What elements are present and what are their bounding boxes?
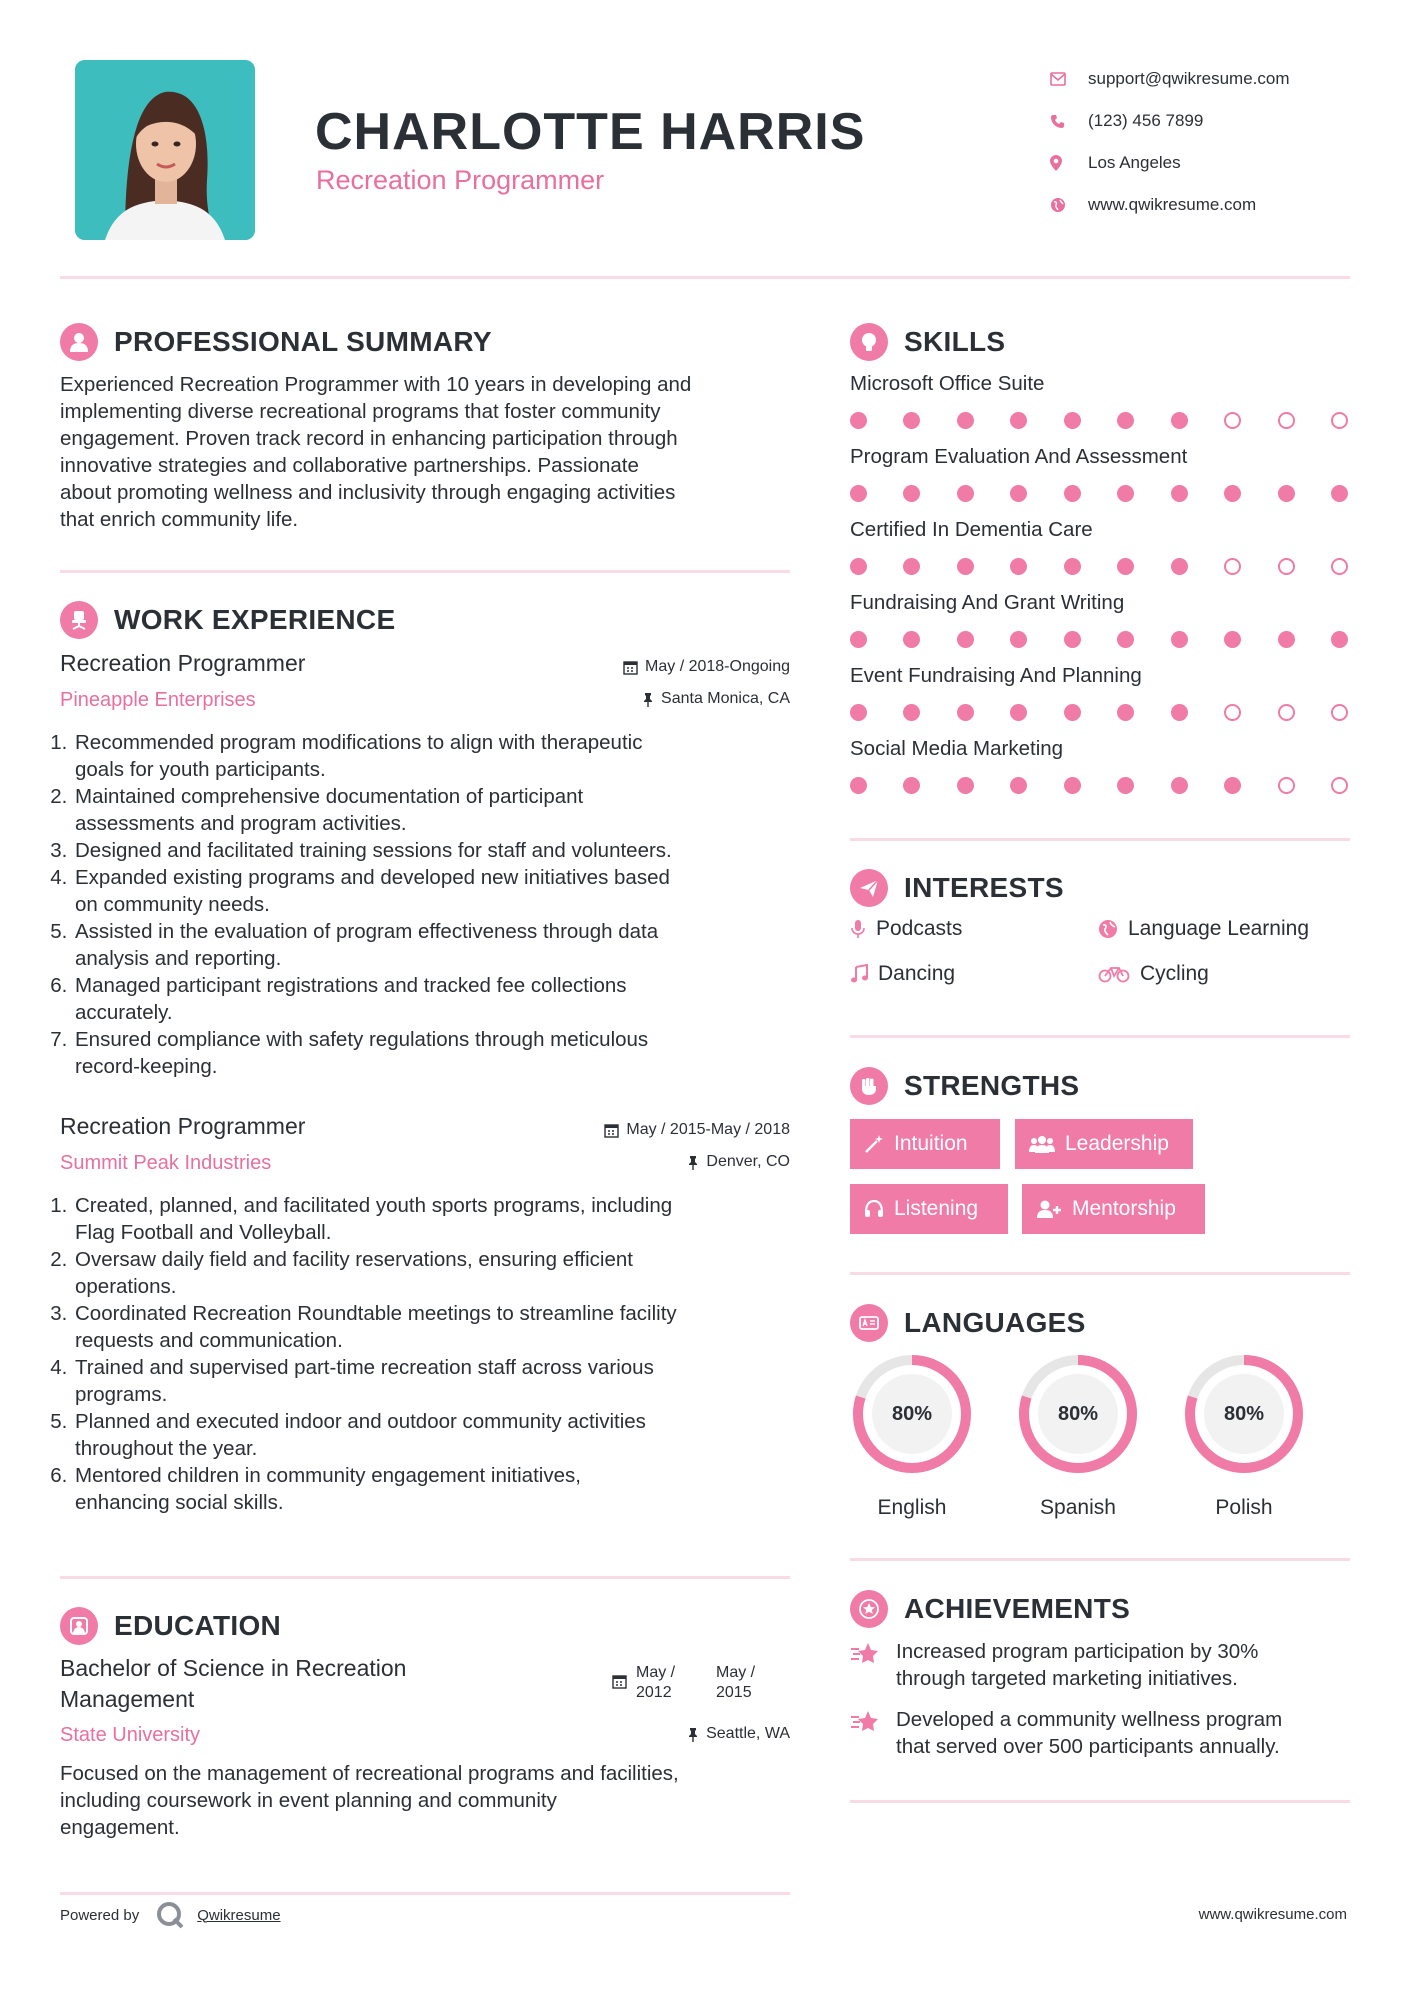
rating-dot-filled [1117,777,1134,794]
rating-dot-filled [1331,631,1348,648]
rating-dot-filled [957,412,974,429]
interest-cycling: Cycling [1098,962,1209,986]
rating-dot-filled [1064,485,1081,502]
rating-dot-filled [1010,777,1027,794]
rating-dot-filled [1224,631,1241,648]
experience-divider [60,1576,790,1579]
rating-dot-filled [850,704,867,721]
summary-divider [60,570,790,573]
rating-dot-filled [1117,704,1134,721]
rating-dot-empty [1278,412,1295,429]
skill-name: Event Fundraising And Planning [850,664,1142,687]
star-badge-icon [850,1590,888,1628]
job-responsibilities [55,1192,800,1516]
rating-dot-filled [850,558,867,575]
qwikresume-logo-icon [155,1900,185,1930]
rating-dot-filled [850,631,867,648]
school-name: State University [60,1724,201,1746]
interests-divider [850,1035,1350,1038]
interest-dancing: Dancing [850,962,955,986]
list-item: 3. Coordinated Recreation Roundtable meetings to streamline facility requests and communication. [73,1300,800,1354]
degree-title: Bachelor of Science in Recreation Management [60,1655,407,1712]
rating-dot-filled [1171,412,1188,429]
job-company: Summit Peak Industries [60,1152,272,1174]
phone-icon [1050,114,1088,129]
rating-dot-filled [903,631,920,648]
user-plus-icon [1036,1199,1062,1219]
pushpin-icon [642,692,654,707]
skill-rating [850,485,1348,502]
language-card-icon [850,1304,888,1342]
microphone-icon [850,919,866,939]
pushpin-icon [687,1727,699,1742]
rating-dot-empty [1224,704,1241,721]
rating-dot-empty [1278,704,1295,721]
rating-dot-filled [850,412,867,429]
candidate-name: CHARLOTTE HARRIS [315,103,866,161]
rating-dot-filled [1117,558,1134,575]
language-progress-ring [850,1352,974,1476]
skill-item [850,737,1350,794]
qwikresume-link[interactable]: Qwikresume [197,1906,281,1924]
headphones-icon [864,1199,884,1219]
rating-dot-filled [903,704,920,721]
list-item: 6. Mentored children in community engagement initiatives, enhancing social skills. [73,1462,800,1516]
list-item: 3. Designed and facilitated training sessions for staff and volunteers. [73,837,800,864]
language-item [1016,1352,1140,1520]
skill-name: Microsoft Office Suite [850,372,1045,395]
profile-photo [75,60,255,240]
contact-email[interactable]: support@qwikresume.com [1050,58,1290,100]
achievement-item: Increased program participation by 30% through targeted marketing initiatives. [850,1638,1356,1692]
languages-heading: LANGUAGES [850,1304,1086,1342]
pushpin-icon [687,1155,699,1170]
education-description: Focused on the management of recreational programs and facilities, including coursework in event planning and community engagement. [60,1762,679,1839]
skill-name: Fundraising And Grant Writing [850,591,1125,614]
experience-heading: WORK EXPERIENCE [60,601,395,639]
rating-dot-empty [1278,777,1295,794]
office-chair-icon [60,601,98,639]
list-item: 1. Created, planned, and facilitated youth sports programs, including Flag Football and Volleyball. [73,1192,800,1246]
rating-dot-filled [1117,485,1134,502]
skill-name: Program Evaluation And Assessment [850,445,1188,468]
rating-dot-empty [1331,412,1348,429]
rating-dot-filled [1171,777,1188,794]
achievements-heading: ACHIEVEMENTS [850,1590,1130,1628]
list-item: 5. Assisted in the evaluation of program effectiveness through data analysis and reporting. [73,918,800,972]
header-divider [60,276,1350,279]
job-title: Recreation Programmer [60,650,306,676]
rating-dot-empty [1278,558,1295,575]
skill-item [850,372,1350,429]
calendar-icon [623,660,638,675]
strength-listening: Listening [850,1184,1008,1234]
strengths-heading: STRENGTHS [850,1067,1079,1105]
language-progress-ring [1182,1352,1306,1476]
music-note-icon [850,964,868,984]
rating-dot-filled [1010,631,1027,648]
rating-dot-filled [957,777,974,794]
skill-item [850,591,1350,648]
rating-dot-filled [1064,777,1081,794]
rating-dot-filled [1064,704,1081,721]
shooting-star-icon [850,1706,896,1760]
rating-dot-empty [1224,412,1241,429]
interests-heading: INTERESTS [850,869,1064,907]
rating-dot-filled [903,485,920,502]
footer-website[interactable]: www.qwikresume.com [1198,1906,1347,1923]
globe-icon [1098,919,1118,939]
rating-dot-filled [1171,558,1188,575]
skill-name: Certified In Dementia Care [850,518,1093,541]
strengths-divider [850,1272,1350,1275]
rating-dot-filled [1171,631,1188,648]
graduate-icon [60,1607,98,1645]
rating-dot-filled [850,485,867,502]
job-title: Recreation Programmer [60,1113,306,1139]
globe-icon [1050,197,1088,213]
strength-mentorship: Mentorship [1022,1184,1205,1234]
list-item: 4. Trained and supervised part-time recreation staff across various programs. [73,1354,800,1408]
location-pin-icon [1050,155,1088,171]
skill-item [850,518,1350,575]
rating-dot-filled [1278,631,1295,648]
contact-website[interactable]: www.qwikresume.com [1050,184,1290,226]
rating-dot-filled [850,777,867,794]
rating-dot-filled [1171,704,1188,721]
list-item: 1. Recommended program modifications to align with therapeutic goals for youth participants. [73,729,800,783]
rating-dot-filled [1224,777,1241,794]
rating-dot-filled [957,558,974,575]
strength-leadership: Leadership [1015,1119,1193,1169]
achievement-item: Developed a community wellness program that served over 500 participants annually. [850,1706,1356,1760]
rating-dot-empty [1331,777,1348,794]
rating-dot-filled [957,704,974,721]
job-date: May / 2015-May / 2018 [500,1121,790,1139]
list-item: 4. Expanded existing programs and developed new initiatives based on community needs. [73,864,800,918]
education-location: Seattle, WA [500,1725,790,1743]
skills-divider [850,838,1350,841]
rating-dot-filled [1278,485,1295,502]
education-date: May / 2012 May / 2015 [612,1663,755,1703]
skill-rating [850,631,1348,648]
summary-text: Experienced Recreation Programmer with 10 years in developing and implementing diverse recreational programs that foster community engagement. Proven track record in enhancing participation through innovative strategies and collaborative partnerships. Passionate about promoting wellness and inclusivity through engaging activities that enrich community life. [60,373,692,531]
language-progress-ring [1016,1352,1140,1476]
calendar-icon [604,1123,619,1138]
list-item: 2. Maintained comprehensive documentation of participant assessments and program activities. [73,783,800,837]
rating-dot-filled [1010,704,1027,721]
achievements-divider [850,1800,1350,1803]
job-date: May / 2018-Ongoing [500,658,790,676]
list-item: 2. Oversaw daily field and facility reservations, ensuring efficient operations. [73,1246,800,1300]
candidate-role: Recreation Programmer [316,165,605,195]
skill-item [850,664,1350,721]
envelope-icon [1050,72,1088,86]
language-item [850,1352,974,1520]
skills-heading: SKILLS [850,323,1005,361]
skill-rating [850,412,1348,429]
rating-dot-filled [1010,412,1027,429]
rating-dot-filled [903,412,920,429]
rating-dot-filled [903,558,920,575]
rating-dot-filled [1010,485,1027,502]
rating-dot-filled [1064,412,1081,429]
strength-intuition: Intuition [850,1119,1000,1169]
rating-dot-filled [1117,631,1134,648]
language-name: English [877,1496,947,1519]
language-percent: 80% [891,1402,933,1425]
skill-item [850,445,1350,502]
languages-divider [850,1558,1350,1561]
list-item: 6. Managed participant registrations and tracked fee collections accurately. [73,972,800,1026]
list-item: 5. Planned and executed indoor and outdoor community activities throughout the year. [73,1408,800,1462]
group-icon [1029,1134,1055,1154]
skill-rating [850,777,1348,794]
education-divider [60,1892,790,1895]
user-icon [60,323,98,361]
skill-rating [850,558,1348,575]
shooting-star-icon [850,1638,896,1692]
rating-dot-empty [1331,558,1348,575]
rating-dot-filled [957,631,974,648]
rating-dot-empty [1331,704,1348,721]
rating-dot-filled [1171,485,1188,502]
paper-plane-icon [850,869,888,907]
contact-list [1050,58,1290,226]
language-name: Polish [1215,1496,1273,1519]
fist-icon [850,1067,888,1105]
magic-wand-icon [864,1134,884,1154]
rating-dot-filled [1010,558,1027,575]
bicycle-icon [1098,965,1130,983]
summary-heading: PROFESSIONAL SUMMARY [60,323,492,361]
language-item [1182,1352,1306,1520]
language-name: Spanish [1040,1496,1116,1519]
job-responsibilities [55,729,800,1080]
footer-powered-by: Powered by Qwikresume [60,1900,281,1930]
rating-dot-filled [1331,485,1348,502]
language-percent: 80% [1057,1402,1099,1425]
rating-dot-filled [1224,485,1241,502]
rating-dot-filled [957,485,974,502]
job-location: Denver, CO [500,1153,790,1171]
rating-dot-filled [1117,412,1134,429]
language-percent: 80% [1223,1402,1265,1425]
interest-podcasts: Podcasts [850,917,962,941]
education-heading: EDUCATION [60,1607,281,1645]
job-location: Santa Monica, CA [500,690,790,708]
list-item: 7. Ensured compliance with safety regulations through meticulous record-keeping. [73,1026,800,1080]
rating-dot-empty [1224,558,1241,575]
skill-name: Social Media Marketing [850,737,1064,760]
interest-language-learning: Language Learning [1098,917,1309,941]
rating-dot-filled [1064,631,1081,648]
contact-location: Los Angeles [1050,142,1290,184]
contact-phone[interactable]: (123) 456 7899 [1050,100,1290,142]
job-company: Pineapple Enterprises [60,689,256,711]
lightbulb-icon [850,323,888,361]
calendar-icon [612,1674,627,1689]
rating-dot-filled [903,777,920,794]
skill-rating [850,704,1348,721]
rating-dot-filled [1064,558,1081,575]
